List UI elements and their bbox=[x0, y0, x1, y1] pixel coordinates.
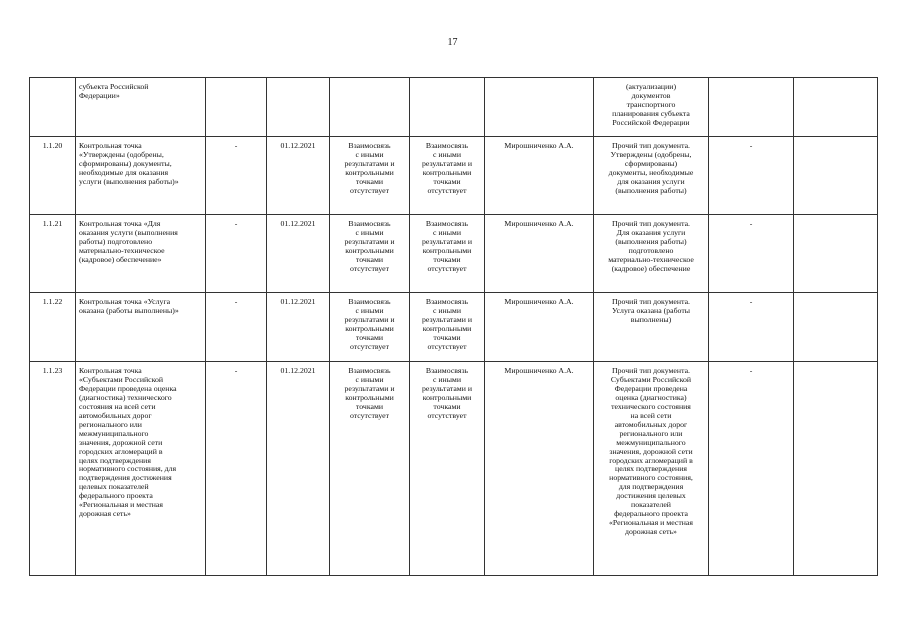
page-number: 17 bbox=[447, 37, 458, 48]
information-system-cell: - bbox=[709, 293, 794, 362]
row-number-cell: 1.1.21 bbox=[30, 215, 76, 293]
control-points-table bbox=[29, 77, 878, 576]
table-row bbox=[30, 137, 878, 215]
successors-cell bbox=[410, 78, 485, 137]
predecessors-cell: Взаимосвязь с иными результатами и контрольными точками отсутствует bbox=[330, 137, 410, 215]
extra-cell bbox=[794, 293, 878, 362]
document-type-cell: Прочий тип документа. Услуга оказана (работы выполнены) bbox=[594, 293, 709, 362]
information-system-cell bbox=[709, 78, 794, 137]
extra-cell bbox=[794, 215, 878, 293]
information-system-cell: - bbox=[709, 215, 794, 293]
control-point-name-cell: Контрольная точка «Субъектами Российской Федерации проведена оценка (диагностика) технического состояния на всей сети автомобильных дорог регионального или межмуниципального значения, дорожной сети городских агломераций в целях подтверждения нормативного состояния, для подтверждения достижения целевых показателей федерального проекта «Региональная и местная дорожная сеть» bbox=[76, 362, 206, 576]
document-type-cell: Прочий тип документа. Утверждены (одобрены, сформированы) документы, необходимые для оказания услуги (выполнения работы) bbox=[594, 137, 709, 215]
deadline-date-cell: 01.12.2021 bbox=[267, 362, 330, 576]
deadline-date-cell bbox=[267, 78, 330, 137]
responsible-person-cell bbox=[485, 78, 594, 137]
row-number-cell: 1.1.22 bbox=[30, 293, 76, 362]
control-point-name-cell: Контрольная точка «Для оказания услуги (выполнения работы) подготовлено материально-техническое (кадровое) обеспечение» bbox=[76, 215, 206, 293]
information-system-cell: - bbox=[709, 137, 794, 215]
table-row bbox=[30, 293, 878, 362]
table-row bbox=[30, 215, 878, 293]
base-value-cell bbox=[206, 78, 267, 137]
base-value-cell: - bbox=[206, 362, 267, 576]
table-row bbox=[30, 78, 878, 137]
control-point-name-cell: Контрольная точка «Утверждены (одобрены, сформированы) документы, необходимые для оказания услуги (выполнения работы)» bbox=[76, 137, 206, 215]
successors-cell: Взаимосвязь с иными результатами и контрольными точками отсутствует bbox=[410, 293, 485, 362]
table-row bbox=[30, 362, 878, 576]
row-number-cell bbox=[30, 78, 76, 137]
predecessors-cell: Взаимосвязь с иными результатами и контрольными точками отсутствует bbox=[330, 215, 410, 293]
row-number-cell: 1.1.23 bbox=[30, 362, 76, 576]
information-system-cell: - bbox=[709, 362, 794, 576]
responsible-person-cell: Мирошниченко А.А. bbox=[485, 362, 594, 576]
control-point-name-cell: Контрольная точка «Услуга оказана (работы выполнены)» bbox=[76, 293, 206, 362]
document-type-cell: Прочий тип документа. Субъектами Российской Федерации проведена оценка (диагностика) технического состояния на всей сети автомобильных дорог регионального или межмуниципального значения, дорожной сети городских агломераций в целях подтверждения нормативного состояния, для подтверждения достижения целевых показателей федерального проекта «Региональная и местная дорожная сеть» bbox=[594, 362, 709, 576]
successors-cell: Взаимосвязь с иными результатами и контрольными точками отсутствует bbox=[410, 362, 485, 576]
row-number-cell: 1.1.20 bbox=[30, 137, 76, 215]
responsible-person-cell: Мирошниченко А.А. bbox=[485, 215, 594, 293]
deadline-date-cell: 01.12.2021 bbox=[267, 215, 330, 293]
control-point-name-cell: субъекта Российской Федерации» bbox=[76, 78, 206, 137]
deadline-date-cell: 01.12.2021 bbox=[267, 137, 330, 215]
successors-cell: Взаимосвязь с иными результатами и контрольными точками отсутствует bbox=[410, 215, 485, 293]
predecessors-cell: Взаимосвязь с иными результатами и контрольными точками отсутствует bbox=[330, 362, 410, 576]
predecessors-cell bbox=[330, 78, 410, 137]
extra-cell bbox=[794, 78, 878, 137]
base-value-cell: - bbox=[206, 215, 267, 293]
document-type-cell: Прочий тип документа. Для оказания услуги (выполнения работы) подготовлено материально-техническое (кадровое) обеспечение bbox=[594, 215, 709, 293]
predecessors-cell: Взаимосвязь с иными результатами и контрольными точками отсутствует bbox=[330, 293, 410, 362]
document-type-cell: (актуализации) документов транспортного планирования субъекта Российской Федерации bbox=[594, 78, 709, 137]
responsible-person-cell: Мирошниченко А.А. bbox=[485, 137, 594, 215]
deadline-date-cell: 01.12.2021 bbox=[267, 293, 330, 362]
base-value-cell: - bbox=[206, 137, 267, 215]
extra-cell bbox=[794, 137, 878, 215]
extra-cell bbox=[794, 362, 878, 576]
responsible-person-cell: Мирошниченко А.А. bbox=[485, 293, 594, 362]
successors-cell: Взаимосвязь с иными результатами и контрольными точками отсутствует bbox=[410, 137, 485, 215]
base-value-cell: - bbox=[206, 293, 267, 362]
